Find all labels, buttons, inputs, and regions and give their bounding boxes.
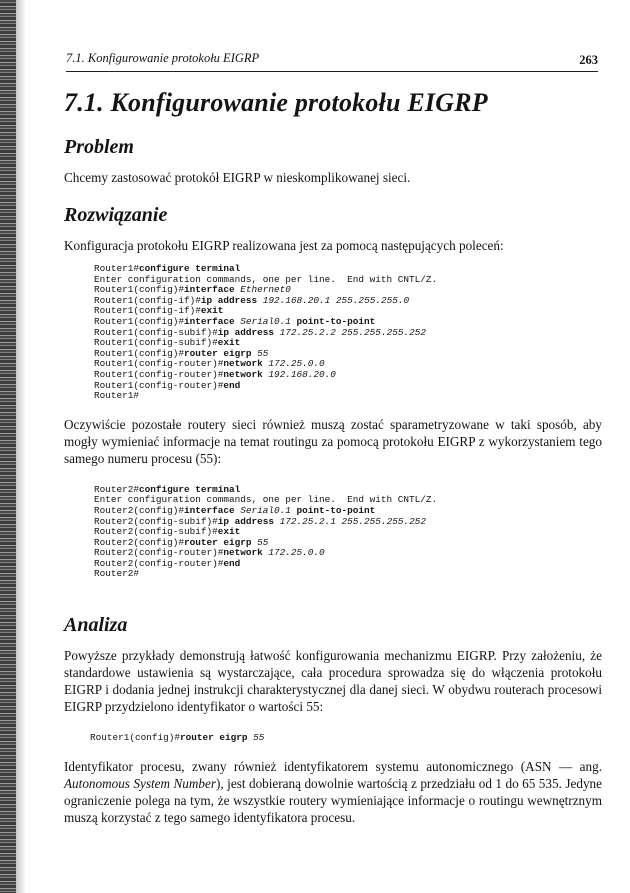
code-argument: 172.25.2.1 255.255.255.252 <box>279 515 426 527</box>
code-command: interface <box>184 284 241 296</box>
code-line <box>90 733 602 744</box>
code-prompt: Router2(config-subif)# <box>94 526 218 538</box>
code-command: router eigrp <box>184 347 258 359</box>
analysis-heading: Analiza <box>64 614 128 637</box>
code-command: exit <box>200 305 224 317</box>
code-command: ip address <box>217 326 280 338</box>
problem-heading: Problem <box>64 136 134 158</box>
code-prompt: Router1# <box>94 263 140 274</box>
code-prompt: Router1# <box>94 390 140 402</box>
code-command: interface <box>184 315 241 327</box>
code-prompt: Router1(config)# <box>94 347 185 359</box>
code-prompt: Router2# <box>94 483 140 495</box>
code-command: interface <box>184 504 241 516</box>
problem-text: Chcemy zastosować protokół EIGRP w nieskomplikowanej sieci. <box>64 170 411 185</box>
code-prompt: Router2(config-router)# <box>94 557 224 569</box>
analysis-paragraph-1: Powyższe przykłady demonstrują łatwość konfigurowania mechanizmu EIGRP. Przy założeniu, że standardowe ustawienia są wystarczające, cała procedura sprowadza się do włączenia protokołu EIGRP i dodania jednej instrukcji charakterystycznej dla danej sieci. W obydwu routerach procesowi EIGRP przydzielono identyfikator o wartości 55: <box>64 648 602 715</box>
code-prompt: Router1(config-if)# <box>94 305 201 317</box>
code-prompt: Router2(config)# <box>94 536 185 548</box>
code-prompt: Router1(config)# <box>94 284 185 296</box>
code-argument: 172.25.0.0 <box>268 358 325 370</box>
page-number: 263 <box>579 53 598 67</box>
code-command: router eigrp <box>180 732 254 744</box>
code-argument: Ethernet0 <box>240 284 291 296</box>
page-content <box>64 88 602 844</box>
code-line <box>94 391 602 402</box>
code-command: end <box>223 379 241 391</box>
code-command: network <box>223 368 269 380</box>
code-command: end <box>223 557 241 569</box>
code-argument: 55 <box>257 347 269 359</box>
code-command: network <box>223 547 269 559</box>
code-command: point-to-point <box>290 504 376 516</box>
solution-middle-text: Oczywiście pozostałe routery sieci również muszą zostać sparametryzowane w taki sposób, aby mogły wymieniać informacje na temat routingu za pomocą protokołu EIGRP z wykorzystaniem tego samego numeru procesu (55): <box>64 416 602 466</box>
code-prompt: Router2(config)# <box>94 504 185 516</box>
code-command: ip address <box>200 294 263 306</box>
code-prompt: Enter configuration commands, one per line. End with CNTL/Z. <box>94 494 438 506</box>
code-argument: 192.168.20.0 <box>268 368 336 380</box>
code-command: exit <box>217 526 241 538</box>
code-prompt: Router1(config-subif)# <box>94 337 218 349</box>
analysis-paragraph-2 <box>64 758 602 826</box>
code-prompt: Router1(config)# <box>94 315 185 327</box>
code-prompt: Router1(config)# <box>90 732 181 744</box>
code-prompt: Router1(config-subif)# <box>94 326 218 338</box>
code-block-router1 <box>94 264 602 402</box>
code-command: router eigrp <box>184 536 258 548</box>
code-line <box>94 381 602 392</box>
section-title: 7.1. Konfigurowanie protokołu EIGRP <box>64 88 488 117</box>
code-prompt: Router1(config-if)# <box>94 294 201 306</box>
code-argument: Serial0.1 <box>240 315 291 327</box>
code-block-router2 <box>94 485 602 580</box>
code-prompt: Router1(config-router)# <box>94 358 224 370</box>
analysis-p2-italic: Autonomous System Number <box>64 775 217 791</box>
code-command: ip address <box>217 515 280 527</box>
code-prompt: Router1(config-router)# <box>94 379 224 391</box>
code-prompt: Router2(config-router)# <box>94 547 224 559</box>
code-command: network <box>223 358 269 370</box>
code-line <box>94 569 602 580</box>
code-argument: 55 <box>253 732 265 744</box>
code-argument: 55 <box>257 536 269 548</box>
analysis-p2-before: Identyfikator procesu, zwany również identyfikatorem systemu autonomicznego (ASN — ang. <box>64 758 602 774</box>
code-prompt: Router2(config-subif)# <box>94 515 218 527</box>
code-command: configure terminal <box>139 483 241 495</box>
code-prompt: Router1(config-router)# <box>94 368 224 380</box>
running-title: 7.1. Konfigurowanie protokołu EIGRP <box>66 51 260 65</box>
code-prompt: Enter configuration commands, one per line. End with CNTL/Z. <box>94 273 438 285</box>
code-command: configure terminal <box>139 263 241 274</box>
analysis-p2-after: ), jest dobieraną dowolnie wartością z przedziału od 1 do 65 535. Jedyne ograniczenie polega na tym, że wszystkie routery wymieniające informacje o routingu wewnętrznym muszą korzystać z tego samego identyfikatora procesu. <box>64 775 602 825</box>
code-argument: 172.25.0.0 <box>268 547 325 559</box>
solution-heading: Rozwiązanie <box>64 204 168 226</box>
code-line <box>94 559 602 570</box>
code-prompt: Router2# <box>94 568 140 580</box>
code-block-process-id <box>90 733 602 744</box>
code-command: exit <box>217 337 241 349</box>
solution-intro: Konfiguracja protokołu EIGRP realizowana jest za pomocą następujących poleceń: <box>64 238 504 253</box>
code-command: point-to-point <box>290 315 376 327</box>
book-spine-shadow <box>0 0 16 893</box>
code-argument: 192.168.20.1 255.255.255.0 <box>262 294 410 306</box>
running-header <box>66 49 598 72</box>
code-argument: 172.25.2.2 255.255.255.252 <box>279 326 426 338</box>
code-argument: Serial0.1 <box>240 504 291 516</box>
